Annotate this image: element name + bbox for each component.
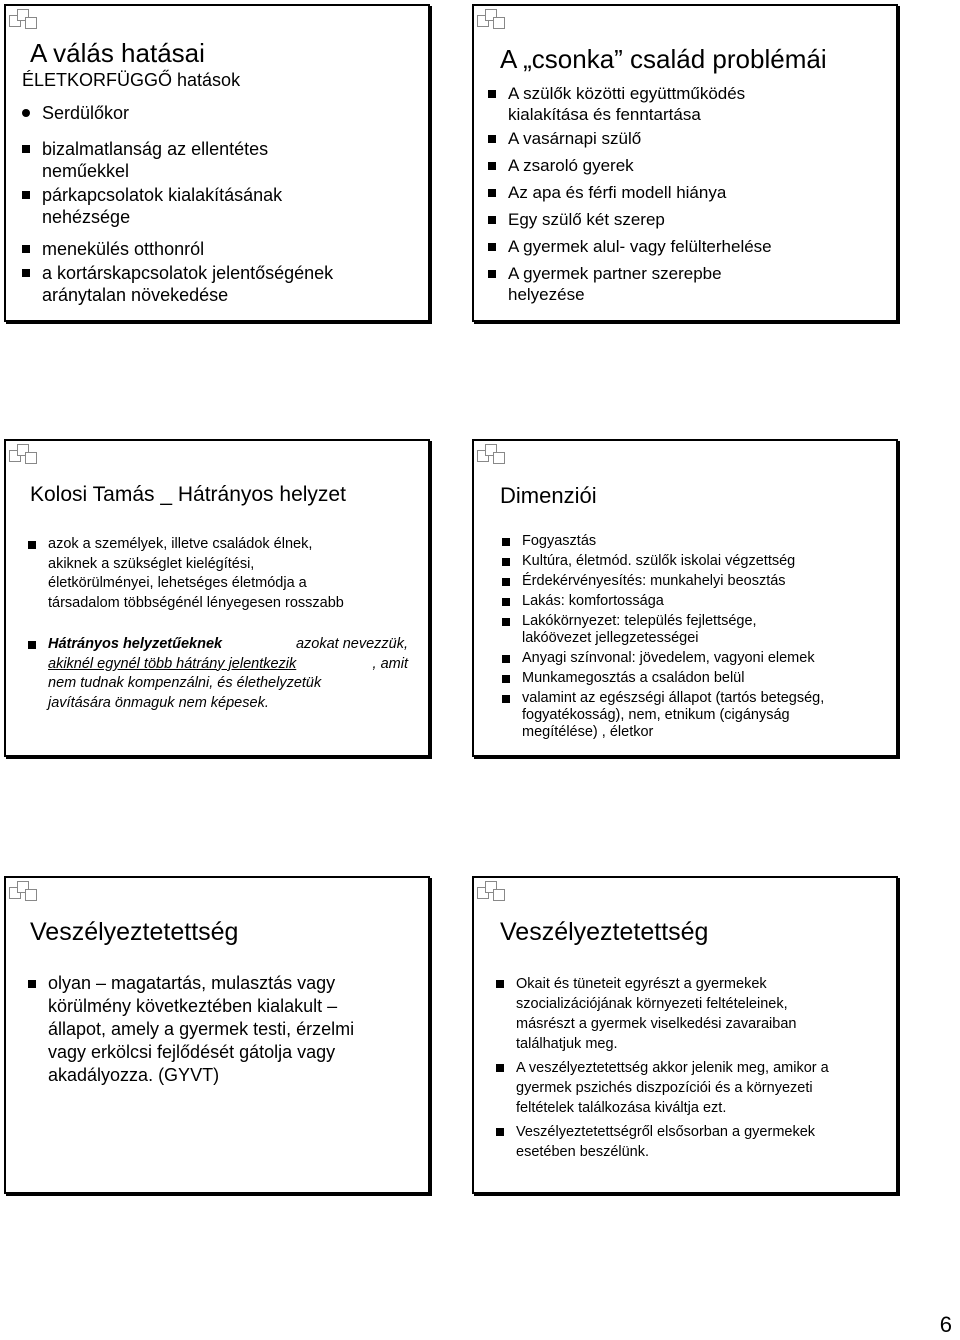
list-item: Okait és tüneteit egyrészt a gyermekek szocializációjának környezeti feltételeinek, másrészt a gyermek viselkedési zavaraiban találhatjuk meg.	[496, 974, 892, 1054]
slide-1-list	[22, 102, 422, 306]
slide-logo-icon	[477, 881, 511, 901]
list-item: bizalmatlanság az ellentétes neműekkel	[22, 138, 422, 182]
bullet-square-icon	[502, 558, 510, 566]
slide-3-title: Kolosi Tamás _ Hátrányos helyzet	[30, 483, 346, 506]
list-item: Veszélyeztetettségről elsősorban a gyermekek esetében beszélünk.	[496, 1122, 892, 1162]
list-item: A szülők közötti együttműködés kialakítása és fenntartása	[488, 83, 892, 125]
slide-6	[472, 876, 898, 1194]
page-number: 6	[939, 1312, 952, 1337]
list-item: a kortárskapcsolatok jelentőségének aránytalan növekedése	[22, 262, 422, 306]
slide-4-title: Dimenziói	[500, 483, 597, 508]
bullet-square-icon	[502, 578, 510, 586]
slide-2-list	[488, 83, 892, 305]
slide-2-title: A „csonka” család problémái	[500, 44, 827, 74]
slide-4	[472, 439, 898, 757]
list-item: párkapcsolatok kialakításának nehézsége	[22, 184, 422, 228]
slide-5	[4, 876, 430, 1194]
bullet-square-icon	[502, 655, 510, 663]
slide-2	[472, 4, 898, 322]
list-item: olyan – magatartás, mulasztás vagy körülmény következtében kialakult – állapot, amely a gyermek testi, érzelmi vagy erkölcsi fejlődését gátolja vagy akadályozza. (GYVT)	[28, 972, 418, 1087]
list-item: Anyagi színvonal: jövedelem, vagyoni elemek	[502, 650, 894, 667]
list-item: Munkamegosztás a családon belül	[502, 670, 894, 687]
slide-logo-icon	[477, 444, 511, 464]
list-item: valamint az egészségi állapot (tartós betegség, fogyatékosság), nem, etnikum (cigányság megítélése) , életkor	[502, 690, 894, 741]
list-item: Egy szülő két szerep	[488, 209, 892, 230]
list-item: A gyermek alul- vagy felülterhelése	[488, 236, 892, 257]
slide-logo-icon	[9, 881, 43, 901]
bullet-square-icon	[488, 243, 496, 251]
list-item: A gyermek partner szerepbe helyezése	[488, 263, 892, 305]
slide-3	[4, 439, 430, 757]
slide-logo-icon	[9, 9, 43, 29]
bullet-square-icon	[488, 216, 496, 224]
bullet-square-icon	[28, 641, 36, 649]
list-item: Serdülőkor	[22, 102, 422, 124]
bullet-square-icon	[22, 245, 30, 253]
bullet-square-icon	[502, 598, 510, 606]
slide-logo-icon	[9, 444, 43, 464]
slide-5-list	[28, 972, 418, 1087]
slide-6-title: Veszélyeztetettség	[500, 918, 709, 946]
list-item: Érdekérvényesítés: munkahelyi beosztás	[502, 573, 894, 590]
bullet-square-icon	[28, 980, 36, 988]
slide-6-list	[496, 974, 892, 1162]
list-item: Az apa és férfi modell hiánya	[488, 182, 892, 203]
list-item: Lakás: komfortossága	[502, 593, 894, 610]
list-item: menekülés otthonról	[22, 238, 422, 260]
bullet-square-icon	[502, 538, 510, 546]
bullet-dot-icon	[22, 109, 30, 117]
bullet-square-icon	[488, 90, 496, 98]
list-item: azok a személyek, illetve családok élnek, akiknek a szükséglet kielégítési, életkörülményei, lehetséges életmódja a társadalom többségénél lényegesen rosszabb	[28, 535, 408, 613]
bullet-square-icon	[22, 145, 30, 153]
bullet-square-icon	[488, 162, 496, 170]
bullet-square-icon	[496, 1064, 504, 1072]
slide-3-list	[28, 535, 408, 713]
bullet-square-icon	[496, 980, 504, 988]
bullet-square-icon	[502, 618, 510, 626]
bullet-square-icon	[22, 269, 30, 277]
list-item: A zsaroló gyerek	[488, 155, 892, 176]
bullet-square-icon	[496, 1128, 504, 1136]
bullet-square-icon	[502, 695, 510, 703]
bullet-square-icon	[22, 191, 30, 199]
slide-logo-icon	[477, 9, 511, 29]
list-item: A veszélyeztetettség akkor jelenik meg, amikor a gyermek pszichés diszpozíciói és a környezeti feltételek találkozása kiváltja ezt.	[496, 1058, 892, 1118]
slide-1-subtitle: ÉLETKORFÜGGŐ hatások	[22, 70, 241, 90]
bullet-square-icon	[502, 675, 510, 683]
bullet-square-icon	[488, 270, 496, 278]
bullet-square-icon	[488, 135, 496, 143]
bullet-square-icon	[488, 189, 496, 197]
list-item: Fogyasztás	[502, 533, 894, 550]
slide-5-title: Veszélyeztetettség	[30, 918, 239, 946]
list-item: A vasárnapi szülő	[488, 128, 892, 149]
list-item: Hátrányos helyzetűeknek azokat nevezzük, akiknél egynél több hátrány jelentkezik , amit nem tudnak kompenzálni, és élethelyzetük javítására önmaguk nem képesek.	[28, 635, 408, 713]
list-item: Lakókörnyezet: település fejlettsége, lakóövezet jellegzetességei	[502, 613, 894, 647]
slide-1	[4, 4, 430, 322]
slide-1-title: A válás hatásai	[30, 38, 205, 68]
slide-4-list	[502, 533, 894, 741]
bullet-square-icon	[28, 541, 36, 549]
list-item: Kultúra, életmód. szülők iskolai végzettség	[502, 553, 894, 570]
